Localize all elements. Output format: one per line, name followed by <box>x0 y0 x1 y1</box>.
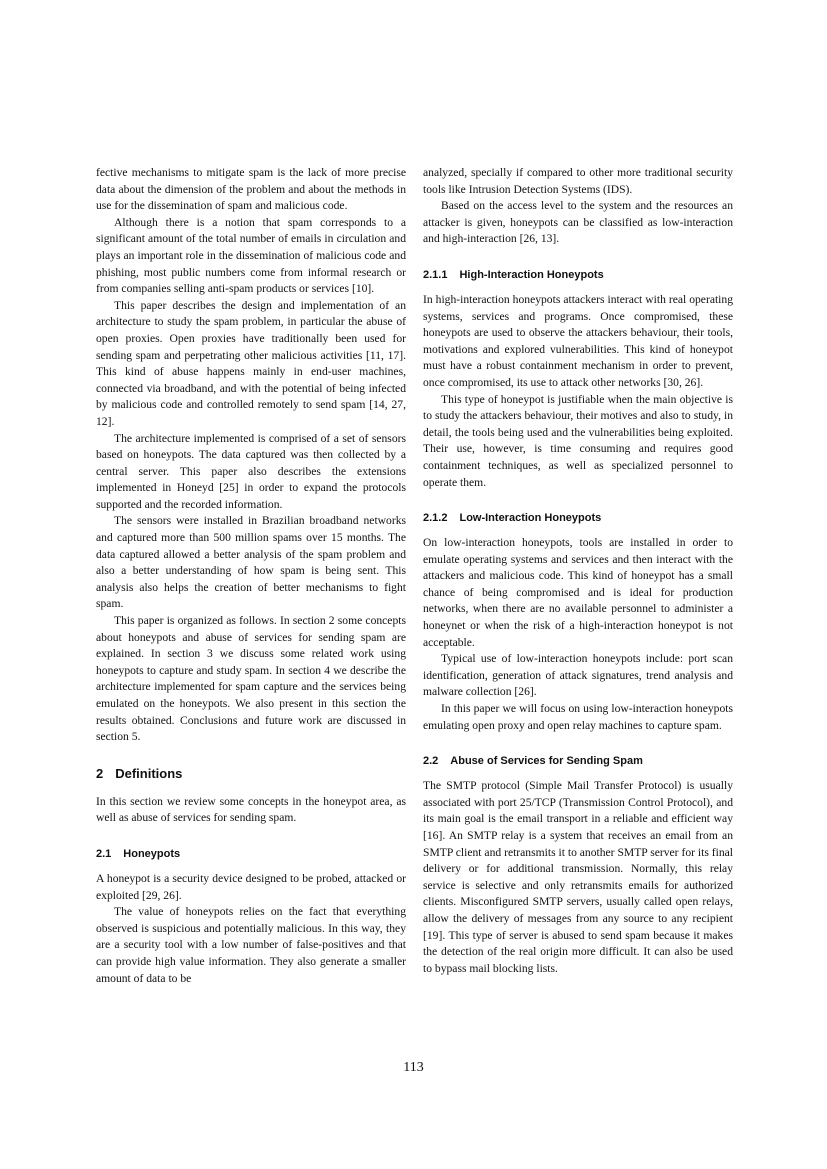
paragraph: This paper is organized as follows. In section 2 some concepts about honeypots and abuse of services for sending spam are explained. In section 3 we discuss some related work using honeypots to capture and study spam. In section 4 we describe the architecture implemented for spam capture and the services being emulated on the honeypots. We also present in this section the results obtained. Conclusions and future work are discussed in section 5. <box>96 614 406 744</box>
right-column <box>423 165 733 977</box>
paragraph: The value of honeypots relies on the fact that everything observed is suspicious and potentially malicious. In this way, they are a security tool with a low number of false-positives and that can provide high value information. They also generate a smaller amount of data to be <box>96 905 406 985</box>
section-heading-definitions <box>96 766 406 782</box>
subsection-heading-high-interaction <box>423 268 733 282</box>
paragraph: Typical use of low-interaction honeypots include: port scan identification, generation of attack signatures, trend analysis and malware collection [26]. <box>423 652 733 699</box>
section-number: 2 <box>96 765 104 781</box>
paragraph: In high-interaction honeypots attackers interact with real operating systems, services and programs. Once compromised, these honeypots are used to observe the attackers behaviour, their tools, motivations and explored vulnerabilities. This kind of honeypot must have a robust containment mechanism in order to prevent, once compromised, its use to attack other networks [30, 26]. <box>423 292 733 389</box>
paragraph: analyzed, specially if compared to other more traditional security tools like Intrusion Detection Systems (IDS). <box>423 166 733 196</box>
paragraph: This type of honeypot is justifiable when the main objective is to study the attackers behaviour, their motives and also to study, in detail, the tools being used and the vulnerabilities being exploited. Their use, however, is time consuming and requires good containment techniques, as well as specialized personnel to operate them. <box>423 392 733 489</box>
section-title: High-Interaction Honeypots <box>459 268 604 281</box>
paragraph: Although there is a notion that spam corresponds to a significant amount of the total number of emails in circulation and plays an important role in the dissemination of malicious code and phishing, most public numbers come from informal research or from companies selling anti-spam products or services [10]. <box>96 215 406 296</box>
paragraph: The sensors were installed in Brazilian broadband networks and captured more than 500 million spams over 15 months. The data captured allowed a better analysis of the spam problem and also a better understanding of how spam is being sent. This analysis also helps the creation of better mechanisms to fight spam. <box>96 514 406 611</box>
section-title: Abuse of Services for Sending Spam <box>450 755 643 768</box>
section-number: 2.1.1 <box>423 268 448 281</box>
subsection-heading-low-interaction <box>423 511 733 525</box>
section-title: Honeypots <box>123 847 181 860</box>
section-number: 2.1.2 <box>423 512 448 525</box>
subsection-heading-honeypots <box>96 847 406 861</box>
section-title: Low-Interaction Honeypots <box>459 512 602 525</box>
paragraph: Based on the access level to the system and the resources an attacker is given, honeypots can be classified as low-interaction and high-interaction [26, 13]. <box>423 199 733 246</box>
paragraph: This paper describes the design and implementation of an architecture to study the spam problem, in particular the abuse of open proxies. Open proxies have traditionally been used for sending spam and perpetrating other malicious activities [11, 17]. This kind of abuse happens mainly in end-user machines, connected via broadband, and with the potential of being infected by malicious code and controlled remotely to send spam [14, 27, 12]. <box>96 298 406 428</box>
paragraph: In this paper we will focus on using low-interaction honeypots emulating open proxy and open relay machines to capture spam. <box>423 702 733 732</box>
section-title: Definitions <box>115 765 183 781</box>
paragraph: fective mechanisms to mitigate spam is the lack of more precise data about the dimension of the problem and about the methods in use for the dissemination of spam and malicious code. <box>96 166 406 213</box>
paragraph: On low-interaction honeypots, tools are installed in order to emulate operating systems and services and then interact with the attackers and malicious code. This kind of honeypot has a small chance of being compromised and is ideal for production networks, when there are no available personnel to administer a honeynet or when the risk of a high-interaction honeypot is not acceptable. <box>423 536 733 649</box>
paragraph: A honeypot is a security device designed to be probed, attacked or exploited [29, 26]. <box>96 871 406 902</box>
paragraph: The architecture implemented is comprised of a set of sensors based on honeypots. The data captured was then collected by a central server. This paper also describes the extensions implemented in Honeyd [25] in order to expand the protocols supported and the recorded information. <box>96 431 406 511</box>
paragraph: The SMTP protocol (Simple Mail Transfer Protocol) is usually associated with port 25/TCP (Transmission Control Protocol), and its main goal is the email transport in a reliable and efficient way [16]. An SMTP relay is a system that receives an email from an SMTP client and retransmits it to another SMTP server for its final delivery or for additional transmission. Normally, this relay service is selective and only retransmits emails for authorized clients. Misconfigured SMTP servers, usually called open relays, allow the delivery of messages from any source to any recipient [19]. This type of server is abused to send spam because it makes the detection of the real origin more difficult. It can also be used to bypass mail blocking lists. <box>423 779 733 975</box>
section-number: 2.2 <box>423 755 439 768</box>
page-number: 113 <box>403 1060 424 1075</box>
subsection-heading-abuse-of-services <box>423 754 733 768</box>
section-number: 2.1 <box>96 847 112 860</box>
left-column <box>96 165 406 987</box>
paragraph: In this section we review some concepts in the honeypot area, as well as abuse of services for sending spam. <box>96 794 406 825</box>
